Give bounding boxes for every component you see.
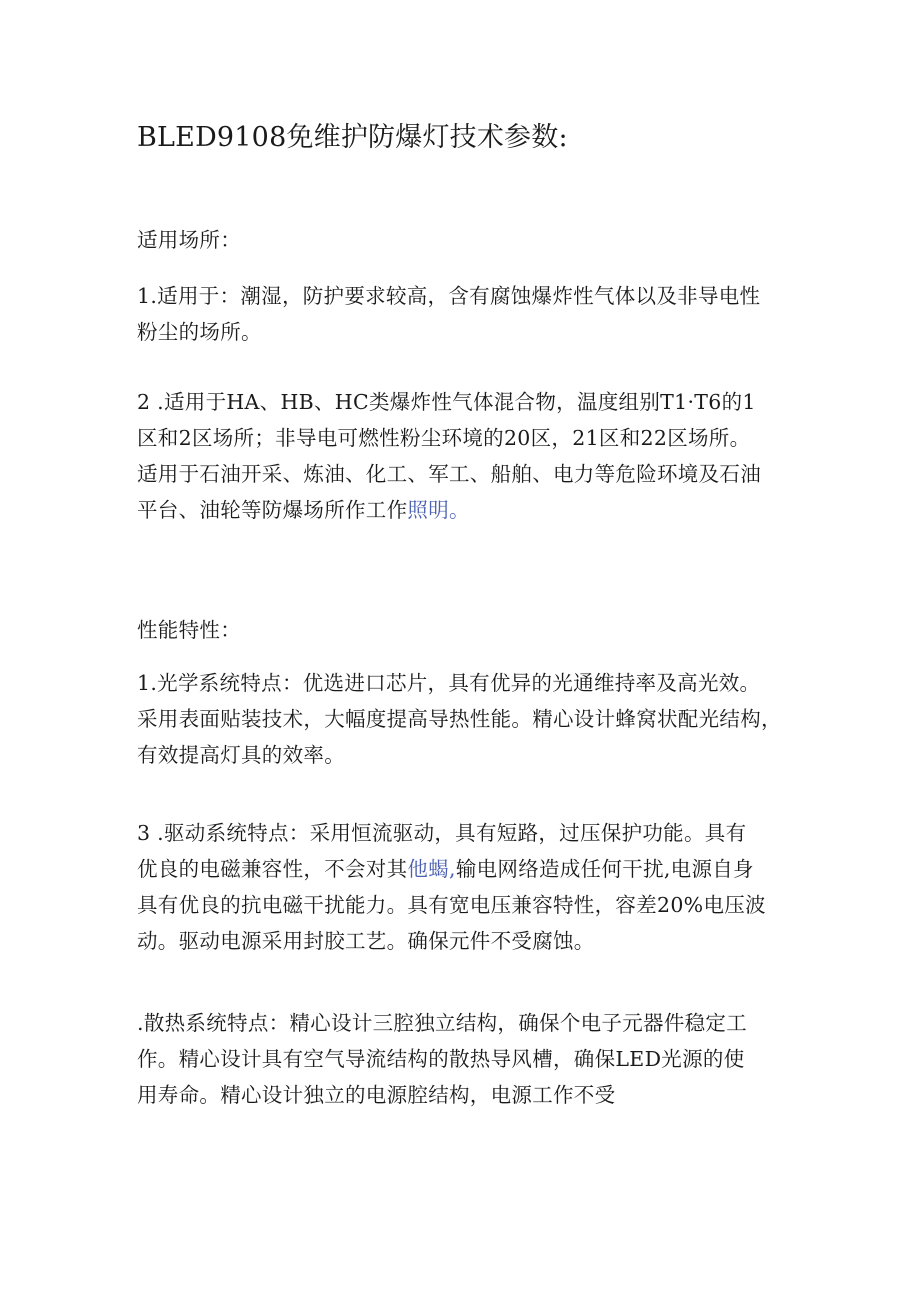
inline-link[interactable]: 他蝎, bbox=[407, 857, 456, 881]
text-line: 用寿命。精心设计独立的电源腔结构，电源工作不受 bbox=[137, 1083, 616, 1107]
lighting-link[interactable]: 照明。 bbox=[407, 498, 470, 522]
text-fragment: 输电网络造成任何干扰,电源自身 bbox=[455, 857, 754, 881]
paragraph-drive-system bbox=[137, 815, 802, 959]
text-line bbox=[137, 492, 802, 528]
text-line: 3 .驱动系统特点：采用恒流驱动，具有短路，过压保护功能。具有 bbox=[137, 821, 747, 845]
paragraph-heat-dissipation bbox=[137, 1005, 802, 1113]
text-line: 1.光学系统特点：优选进口芯片，具有优异的光通维持率及高光效。 bbox=[137, 671, 761, 695]
text-fragment: 优良的电磁兼容性，不会对其 bbox=[137, 857, 408, 881]
text-fragment: 平台、油轮等防爆场所作工作 bbox=[137, 498, 408, 522]
text-line: .散热系统特点：精心设计三腔独立结构，确保个电子元器件稳定工 bbox=[137, 1011, 748, 1035]
document-title: BLED9108免维护防爆灯技术参数: bbox=[137, 122, 568, 153]
section-heading-applicable-places: 适用场所： bbox=[137, 228, 241, 252]
text-line bbox=[137, 851, 802, 887]
text-line: 作。精心设计具有空气导流结构的散热导风槽，确保LED光源的使 bbox=[137, 1047, 745, 1071]
text-line: 适用于石油开采、炼油、化工、军工、船舶、电力等危险环境及石油 bbox=[137, 462, 761, 486]
paragraph-applicable-2 bbox=[137, 384, 802, 528]
text-line: 2 .适用于HA、HB、HC类爆炸性气体混合物，温度组别T1·T6的1 bbox=[137, 390, 756, 414]
text-line: 动。驱动电源采用封胶工艺。确保元件不受腐蚀。 bbox=[137, 929, 595, 953]
text-line: 1.适用于：潮湿，防护要求较高，含有腐蚀爆炸性气体以及非导电性 bbox=[137, 284, 761, 308]
text-line: 具有优良的抗电磁干扰能力。具有宽电压兼容特性，容差20%电压波 bbox=[137, 893, 766, 917]
text-line: 有效提高灯具的效率。 bbox=[137, 743, 345, 767]
section-heading-performance: 性能特性： bbox=[137, 618, 241, 642]
paragraph-optical-system bbox=[137, 665, 802, 773]
paragraph-applicable-1 bbox=[137, 278, 802, 350]
text-line: 粉尘的场所。 bbox=[137, 320, 262, 344]
text-line: 区和2区场所；非导电可燃性粉尘环境的20区，21区和22区场所。 bbox=[137, 426, 751, 450]
text-line: 采用表面贴装技术，大幅度提高导热性能。精心设计蜂窝状配光结构， bbox=[137, 707, 782, 731]
